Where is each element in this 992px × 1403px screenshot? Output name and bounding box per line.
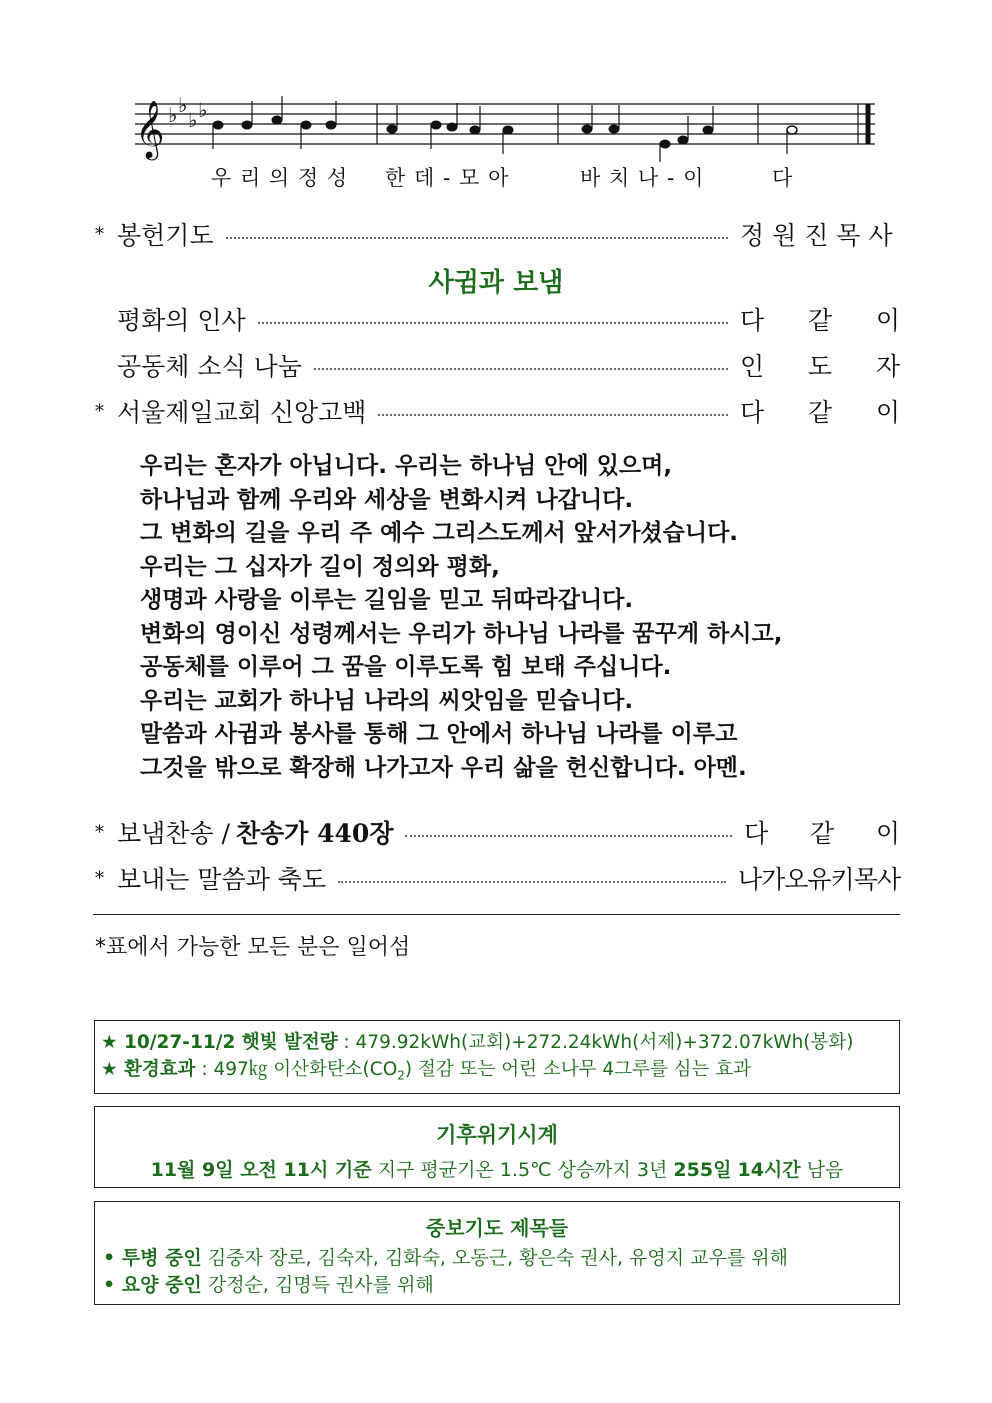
order-label: 평화의 인사: [117, 306, 246, 335]
env-effect-a: : 497㎏ 이산화탄소(CO: [195, 1059, 398, 1080]
order-row-confession: [95, 393, 900, 429]
creed-line: 우리는 혼자가 아닙니다. 우리는 하나님 안에 있으며,: [140, 453, 673, 479]
order-row-benediction: [95, 860, 900, 896]
lyric-1: 우 리 의 정 성: [211, 166, 349, 190]
standing-mark: *: [95, 821, 104, 843]
note-head: [609, 125, 619, 133]
order-row-community-news: [95, 347, 900, 383]
order-leader: 인 도 자: [740, 352, 900, 381]
note-head: [387, 125, 397, 133]
order-label: 공동체 소식 나눔: [117, 352, 302, 381]
note-head: [326, 121, 336, 129]
leader-dots: [378, 414, 728, 416]
leader-dots: [314, 368, 728, 370]
climate-clock-box: [94, 1106, 900, 1188]
creed-line: 우리는 그 십자가 길이 정의와 평화,: [140, 553, 500, 580]
confession-of-faith: [140, 450, 900, 785]
divider: [93, 914, 900, 915]
order-leader: 다 같 이: [744, 819, 900, 848]
note-head: [470, 126, 480, 134]
creed-line: 말씀과 사귐과 봉사를 통해 그 안에서 하나님 나라를 이루고: [140, 721, 738, 747]
standing-mark: *: [95, 867, 104, 889]
leader-dots: [405, 835, 732, 837]
standing-mark: *: [95, 223, 104, 245]
note-head: [582, 125, 592, 133]
svg-text:♭: ♭: [188, 108, 198, 132]
climate-line: 11월 9일 오전 11시 기준 지구 평균기온 1.5℃ 상승까지 3년 255일 14시간 남음: [150, 1159, 844, 1181]
note-head: [660, 140, 670, 148]
note-head: [703, 126, 713, 134]
svg-text:♭: ♭: [198, 98, 208, 122]
prayer-item: • 요양 중인 강정순, 김명득 권사를 위해: [103, 1274, 434, 1296]
creed-line: 그 변화의 길을 우리 주 예수 그리스도께서 앞서가셨습니다.: [140, 520, 739, 546]
order-label: 보냄찬송 /: [117, 819, 230, 848]
order-label: 서울제일교회 신앙고백: [117, 398, 367, 427]
lyric-4: 다: [772, 166, 794, 190]
order-leader: 정 원 진 목 사: [740, 221, 893, 250]
solar-power-box: [94, 1020, 900, 1094]
creed-line: 하나님과 함께 우리와 세상을 변화시켜 나갑니다.: [140, 486, 634, 513]
svg-text:𝄞: 𝄞: [135, 100, 165, 158]
creed-line: 우리는 교회가 하나님 나라의 씨앗임을 믿습니다.: [140, 687, 634, 714]
note-head: [301, 121, 311, 129]
env-sub: 2: [397, 1068, 405, 1083]
order-row-sending-hymn: [95, 814, 900, 850]
svg-text:♭: ♭: [168, 103, 178, 127]
note-head: [787, 126, 797, 134]
order-row-offering-prayer: [95, 216, 900, 252]
section-title: 사귐과 보냄: [428, 268, 564, 298]
standing-mark: *: [95, 400, 104, 422]
order-row-peace-greeting: [95, 301, 900, 337]
leader-dots: [226, 237, 728, 239]
prayer-title: 중보기도 제목들: [425, 1216, 569, 1240]
lyric-2: 한 데 - 모 아: [385, 166, 510, 190]
solar-heading: ★ 10/27-11/2 햇빛 발전량: [101, 1032, 338, 1053]
order-leader: 다 같 이: [740, 306, 900, 335]
order-label: 봉헌기도: [117, 221, 214, 250]
solar-output: : 479.92kWh(교회)+272.24kWh(서제)+372.07kWh(봉화): [337, 1032, 854, 1053]
prayer-item: • 투병 중인 김중자 장로, 김숙자, 김화숙, 오동근, 황은숙 권사, 유영지 교우를 위해: [103, 1247, 788, 1269]
creed-line: 공동체를 이루어 그 꿈을 이루도록 힘 보태 주십니다.: [140, 654, 672, 680]
note-head: [447, 123, 457, 131]
note-head: [678, 136, 688, 144]
note-head: [242, 121, 252, 129]
svg-text:♭: ♭: [178, 93, 188, 117]
env-heading: ★ 환경효과: [101, 1059, 196, 1080]
note-head: [213, 121, 223, 129]
hymn-number: 찬송가 440장: [235, 819, 394, 848]
order-leader: 나가오유키목사: [737, 865, 900, 894]
lyric-3: 바 치 나 - 이: [580, 166, 705, 190]
note-head: [272, 116, 282, 124]
order-label: 보내는 말씀과 축도: [117, 865, 327, 894]
creed-line: 그것을 밖으로 확장해 나가고자 우리 삶을 헌신합니다. 아멘.: [140, 754, 747, 781]
standing-note: *표에서 가능한 모든 분은 일어섬: [95, 935, 411, 960]
note-head: [503, 126, 513, 134]
creed-line: 생명과 사랑을 이루는 길임을 믿고 뒤따라갑니다.: [140, 587, 634, 613]
order-leader: 다 같 이: [740, 398, 900, 427]
note-head: [431, 121, 441, 129]
leader-dots: [338, 881, 726, 883]
creed-line: 변화의 영이신 성령께서는 우리가 하나님 나라를 꿈꾸게 하시고,: [140, 620, 783, 647]
env-effect-b: ) 절감 또는 어린 소나무 4그루를 심는 효과: [404, 1059, 751, 1080]
climate-title: 기후위기시계: [436, 1123, 558, 1147]
leader-dots: [258, 322, 728, 324]
intercession-box: [94, 1201, 900, 1305]
hymn-music-staff: [130, 92, 880, 162]
